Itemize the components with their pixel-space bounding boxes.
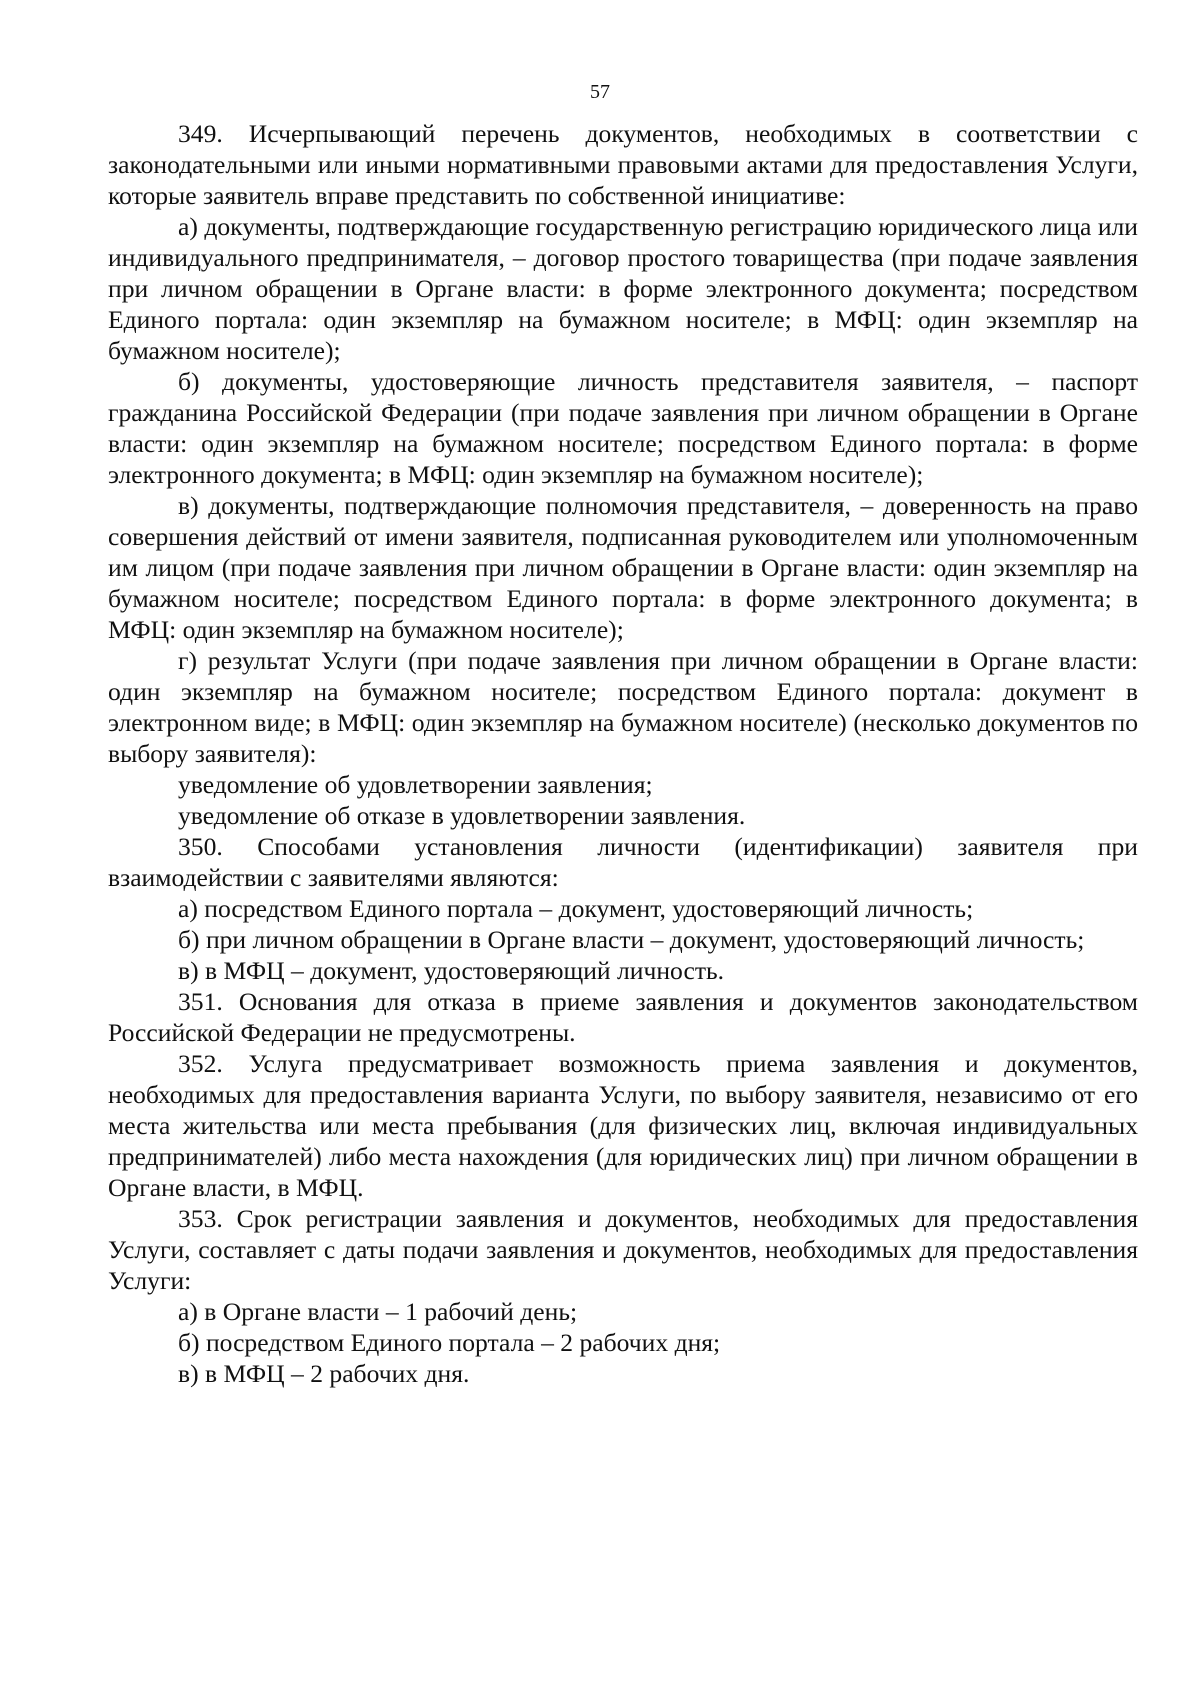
paragraph-353: 353. Срок регистрации заявления и документов, необходимых для предоставления Услуги, составляет с даты подачи заявления и документов, необходимых для предоставления Услуги: [108,1204,1138,1295]
paragraph-351: 351. Основания для отказа в приеме заявления и документов законодательством Российской Федерации не предусмотрены. [108,987,1138,1047]
paragraph-350-b: б) при личном обращении в Органе власти – документ, удостоверяющий личность; [178,925,1085,954]
paragraph-349-b: б) документы, удостоверяющие личность представителя заявителя, – паспорт гражданина Российской Федерации (при подаче заявления при личном обращении в Органе власти: один экземпляр на бумажном носителе; посредством Единого портала: в форме электронного документа; в МФЦ: один экземпляр на бумажном носителе); [108,367,1138,489]
paragraph-350-v: в) в МФЦ – документ, удостоверяющий личность. [178,956,725,985]
paragraph-353-b: б) посредством Единого портала – 2 рабочих дня; [178,1328,721,1357]
paragraph-349: 349. Исчерпывающий перечень документов, необходимых в соответствии с законодательными или иными нормативными правовыми актами для предоставления Услуги, которые заявитель вправе представить по собственной инициативе: [108,119,1138,210]
page-number: 57 [590,81,610,103]
paragraph-349-v: в) документы, подтверждающие полномочия представителя, – доверенность на право совершения действий от имени заявителя, подписанная руководителем или уполномоченным им лицом (при подаче заявления при личном обращении в Органе власти: один экземпляр на бумажном носителе; посредством Единого портала: в форме электронного документа; в МФЦ: один экземпляр на бумажном носителе); [108,491,1138,644]
paragraph-353-v: в) в МФЦ – 2 рабочих дня. [178,1359,470,1388]
paragraph-350: 350. Способами установления личности (идентификации) заявителя при взаимодействии с заявителями являются: [108,832,1138,892]
paragraph-353-a: а) в Органе власти – 1 рабочий день; [178,1297,578,1326]
document-body [108,118,1138,1389]
paragraph-349-g-item-1: уведомление об удовлетворении заявления; [178,770,653,799]
paragraph-349-g-item-2: уведомление об отказе в удовлетворении заявления. [178,801,746,830]
paragraph-349-g: г) результат Услуги (при подаче заявления при личном обращении в Органе власти: один экземпляр на бумажном носителе; посредством Единого портала: документ в электронном виде; в МФЦ: один экземпляр на бумажном носителе) (несколько документов по выбору заявителя): [108,646,1138,768]
paragraph-352: 352. Услуга предусматривает возможность приема заявления и документов, необходимых для предоставления варианта Услуги, по выбору заявителя, независимо от его места жительства или места пребывания (для физических лиц, включая индивидуальных предпринимателей) либо места нахождения (для юридических лиц) при личном обращении в Органе власти, в МФЦ. [108,1049,1138,1202]
paragraph-350-a: а) посредством Единого портала – документ, удостоверяющий личность; [178,894,974,923]
paragraph-349-a: а) документы, подтверждающие государственную регистрацию юридического лица или индивидуального предпринимателя, – договор простого товарищества (при подаче заявления при личном обращении в Органе власти: в форме электронного документа; посредством Единого портала: один экземпляр на бумажном носителе; в МФЦ: один экземпляр на бумажном носителе); [108,212,1138,365]
